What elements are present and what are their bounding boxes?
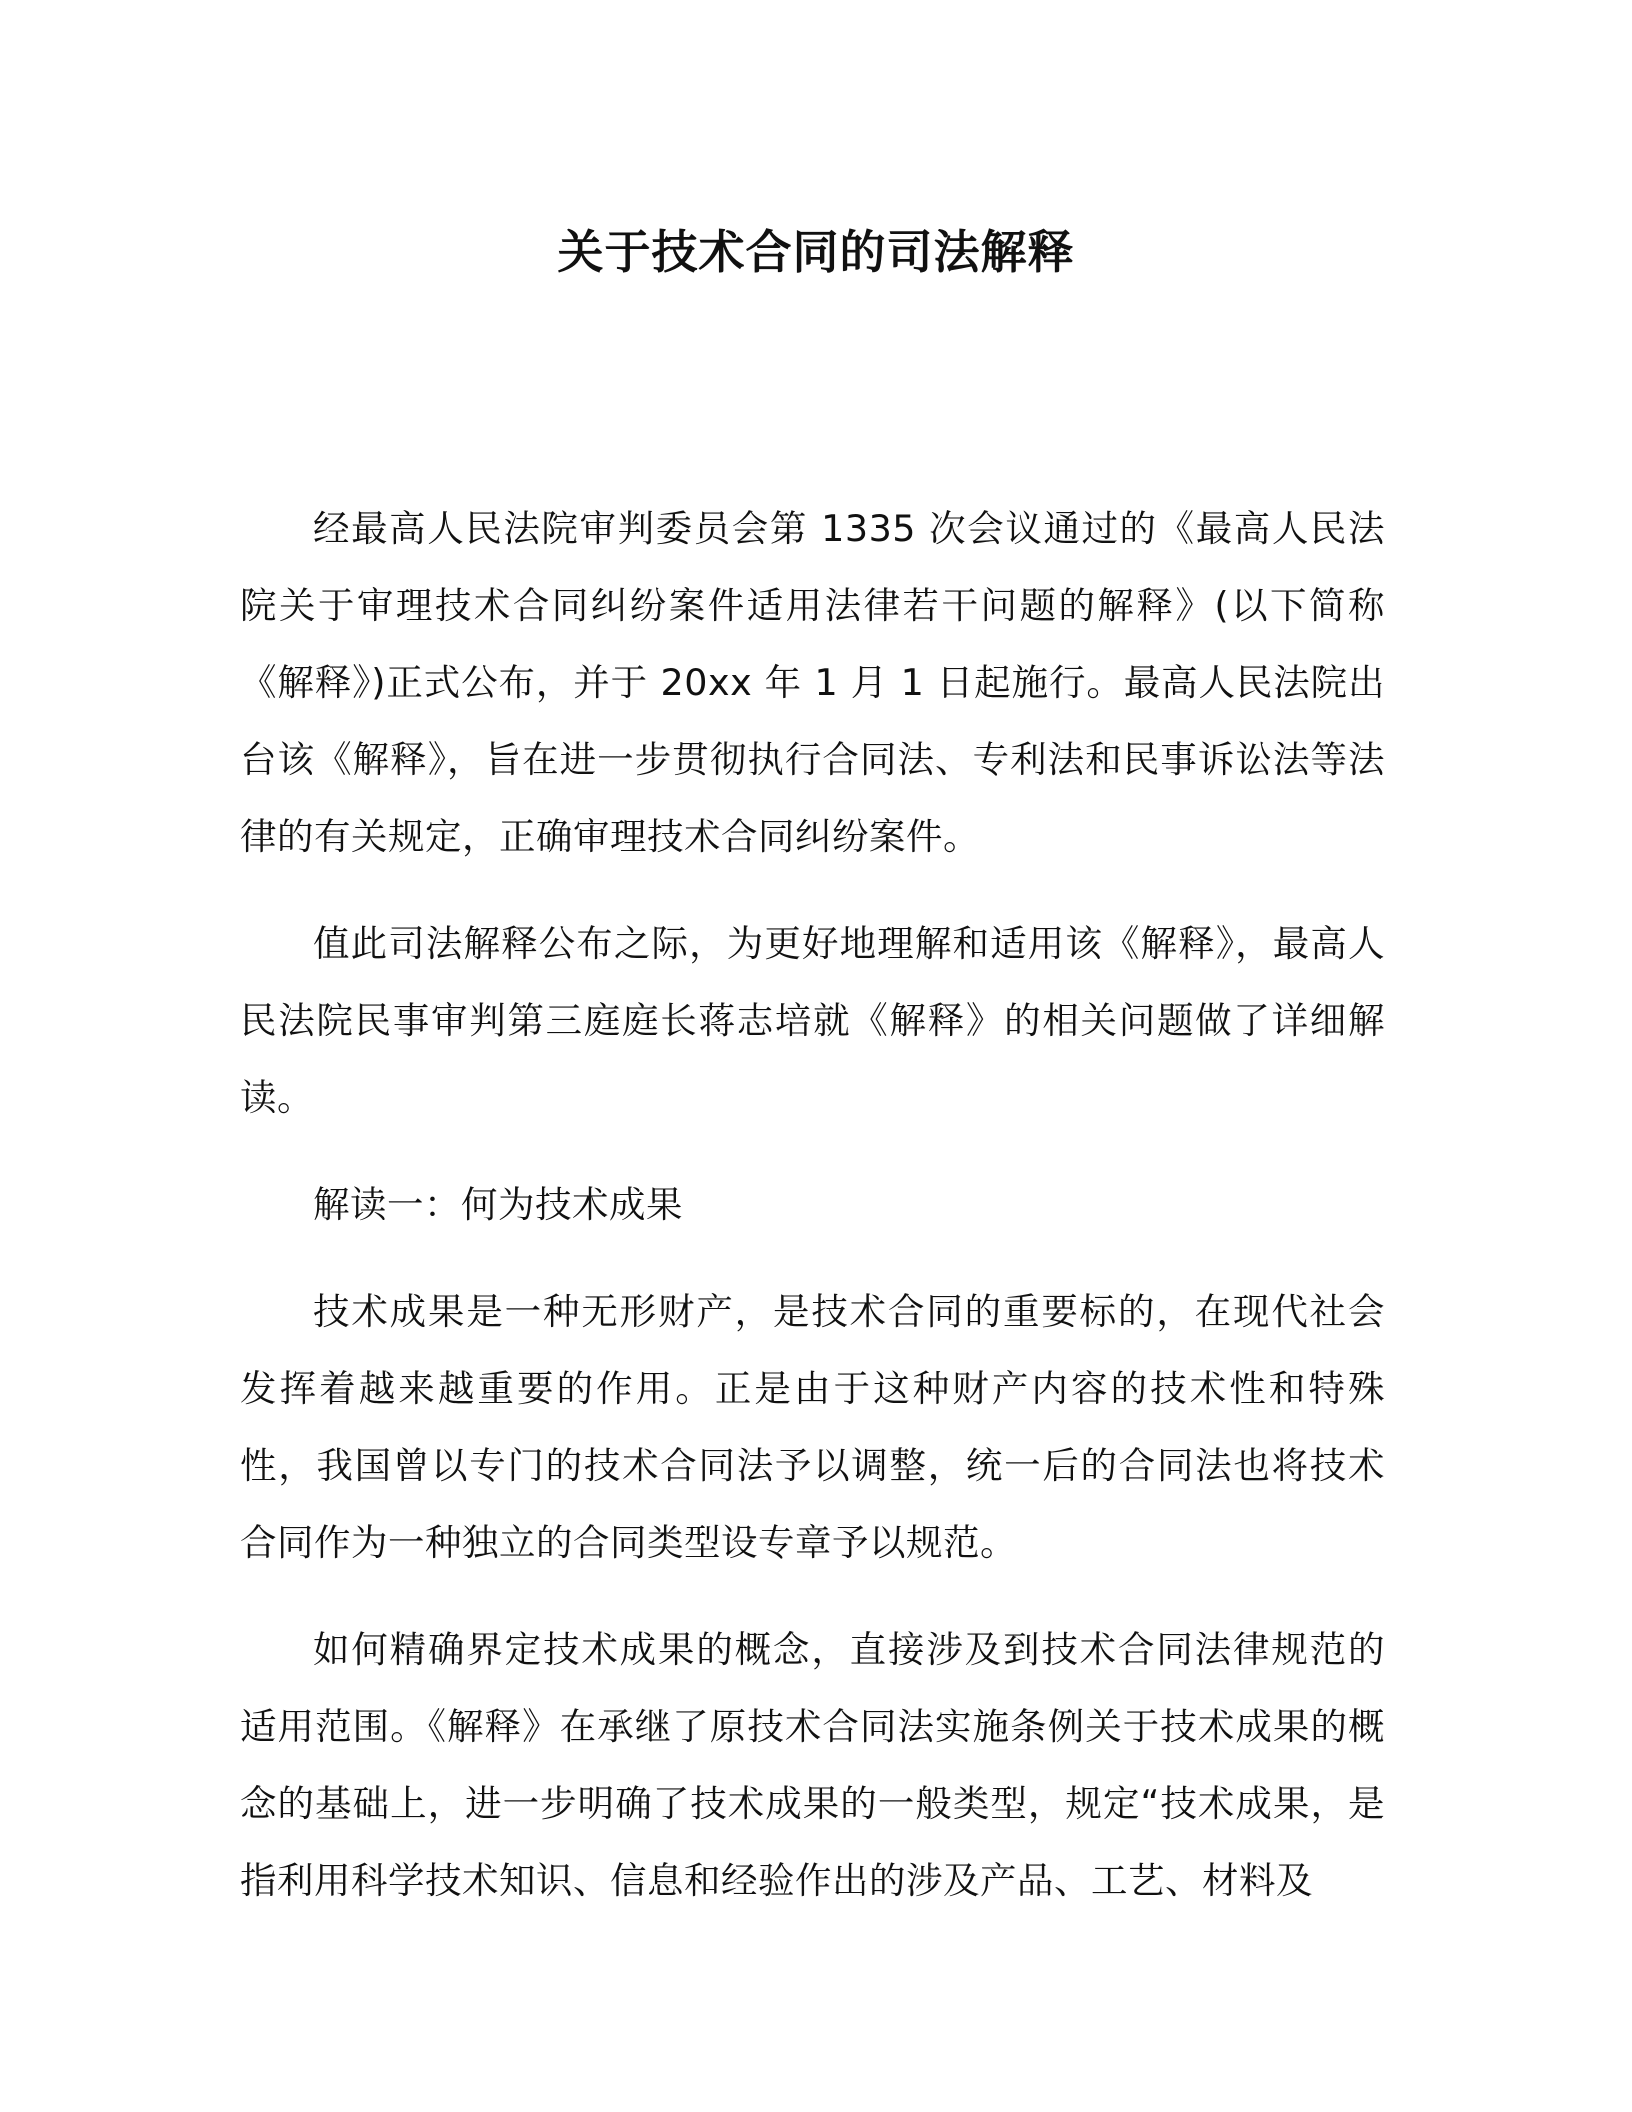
paragraph-definition: 如何精确界定技术成果的概念，直接涉及到技术合同法律规范的适用范围。《解释》在承继了原技术合同法实施条例关于技术成果的概念的基础上，进一步明确了技术成果的一般类型，规定“技术成果，是指利用科学技术知识、信息和经验作出的涉及产品、工艺、材料及: [240, 1628, 1385, 1902]
section-heading-1: 解读一：何为技术成果: [313, 1183, 683, 1226]
paragraph-interpretation-note: 值此司法解释公布之际，为更好地理解和适用该《解释》，最高人民法院民事审判第三庭庭长蒋志培就《解释》的相关问题做了详细解读。: [240, 922, 1385, 1119]
paragraph-intro: 经最高人民法院审判委员会第 1335 次会议通过的《最高人民法院关于审理技术合同纠纷案件适用法律若干问题的解释》(以下简称《解释》)正式公布，并于 20xx 年 1 月 1 日起施行。最高人民法院出台该《解释》，旨在进一步贯彻执行合同法、专利法和民事诉讼法等法律的有关规定，正确审理技术合同纠纷案件。: [240, 507, 1385, 858]
paragraph-technical-results: 技术成果是一种无形财产，是技术合同的重要标的，在现代社会发挥着越来越重要的作用。正是由于这种财产内容的技术性和特殊性，我国曾以专门的技术合同法予以调整，统一后的合同法也将技术合同作为一种独立的合同类型设专章予以规范。: [240, 1290, 1385, 1564]
document-title: 关于技术合同的司法解释: [557, 225, 1075, 279]
document-body: [240, 490, 1385, 1949]
